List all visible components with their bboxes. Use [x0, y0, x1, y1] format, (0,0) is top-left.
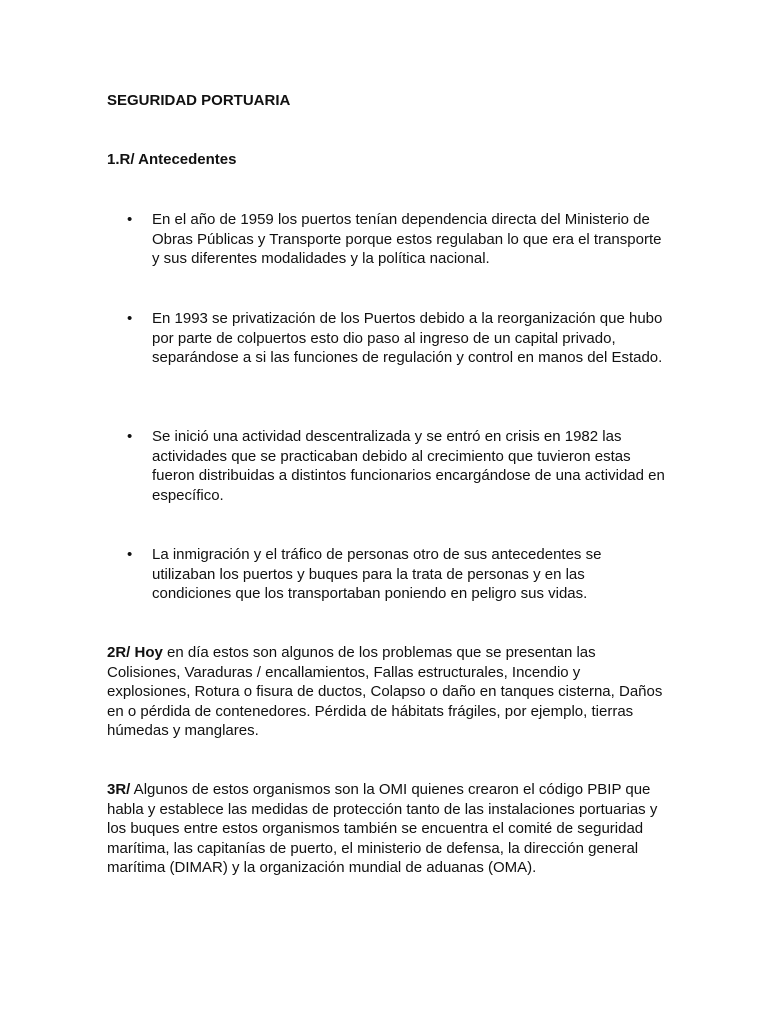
- list-item: [127, 210, 667, 269]
- list-item-text: En 1993 se privatización de los Puertos debido a la reorganización que hubo por parte de colpuertos esto dio paso al ingreso de un capital privado, separándose a si las funciones de regulación y control en manos del Estado.: [152, 310, 663, 367]
- list-item-text: En el año de 1959 los puertos tenían dependencia directa del Ministerio de Obras Públicas y Transporte porque estos regulaban lo que era el transporte y sus diferentes modalidades y la política nacional.: [152, 211, 662, 268]
- bullet-icon: •: [127, 211, 133, 228]
- list-item: [127, 427, 667, 505]
- list-item: [127, 309, 667, 368]
- bullet-icon: •: [127, 546, 133, 563]
- bullet-icon: •: [127, 310, 133, 327]
- list-item-text: Se inició una actividad descentralizada y se entró en crisis en 1982 las actividades que se practicaban debido al crecimiento que tuvieron estas fueron distribuidas a distintos funcionarios encargándose de una actividad en específico.: [152, 428, 665, 504]
- document-title: SEGURIDAD PORTUARIA: [107, 92, 291, 109]
- section-3-label: 3R/: [107, 781, 131, 798]
- section-3-text: Algunos de estos organismos son la OMI quienes crearon el código PBIP que habla y establece las medidas de protección tanto de las instalaciones portuarias y los buques entre estos organismos también se encuentra el comité de seguridad marítima, las capitanías de puerto, el ministerio de defensa, la dirección general marítima (DIMAR) y la organización mundial de aduanas (OMA).: [107, 781, 658, 877]
- section-heading-antecedentes: 1.R/ Antecedentes: [107, 151, 237, 168]
- list-item: [127, 545, 667, 604]
- section-2-label: 2R/ Hoy: [107, 644, 163, 661]
- list-item-text: La inmigración y el tráfico de personas otro de sus antecedentes se utilizaban los puertos y buques para la trata de personas y en las condiciones que los transportaban poniendo en peligro sus vidas.: [152, 546, 602, 603]
- paragraph-section-3: [107, 780, 667, 878]
- section-2-text: en día estos son algunos de los problemas que se presentan las Colisiones, Varaduras / encallamientos, Fallas estructurales, Incendio y explosiones, Rotura o fisura de ductos, Colapso o daño en tanques cisterna, Daños en o pérdida de contenedores. Pérdida de hábitats frágiles, por ejemplo, tierras húmedas y manglares.: [107, 644, 663, 740]
- paragraph-section-2: [107, 643, 667, 741]
- bullet-icon: •: [127, 428, 133, 445]
